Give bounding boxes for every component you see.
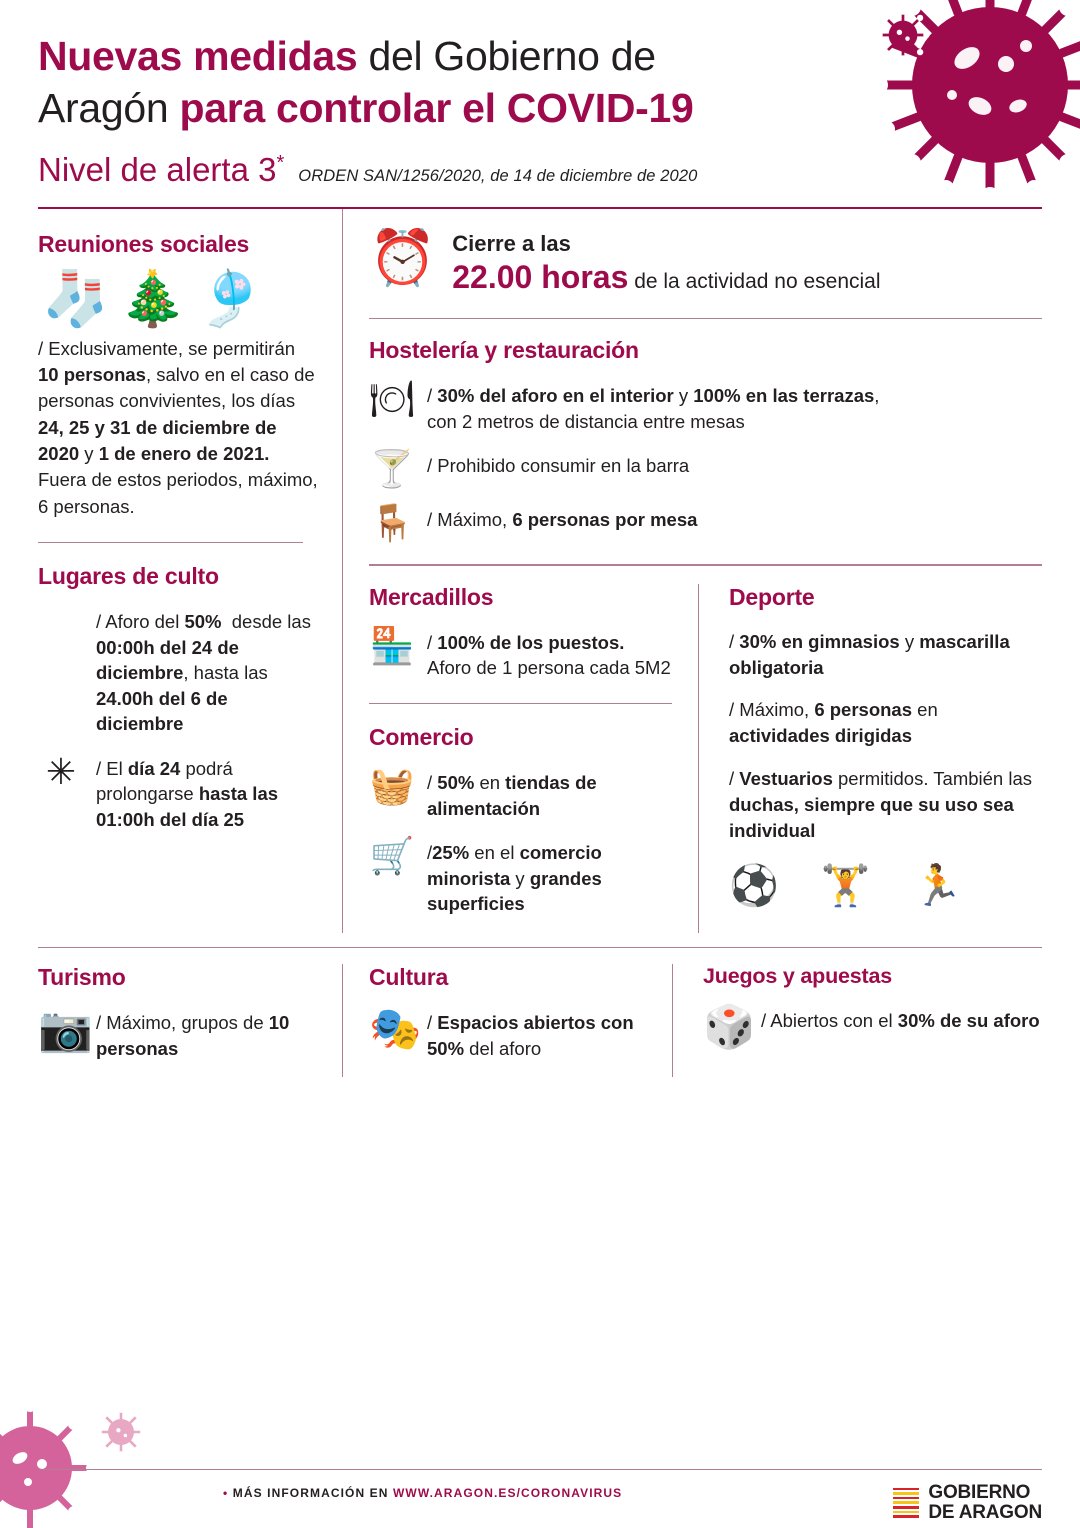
christmas-tree-icon: 🎄 — [119, 268, 187, 329]
culto-item-1-text: / Aforo del 50% desde las 00:00h del 24 de diciembre, hasta las 24.00h del 6 de diciembre — [96, 611, 311, 735]
hosteleria-item-2-text: / Prohibido consumir en la barra — [427, 455, 690, 477]
juegos-text: / Abiertos con el 30% de su aforo — [761, 1010, 1040, 1032]
serving-dome-icon: 🍽 — [369, 378, 415, 420]
bottom-section — [0, 947, 1080, 1078]
section-title-lugares-de-culto: Lugares de culto — [38, 563, 219, 590]
gobierno-text — [928, 1483, 1042, 1522]
mercadillos-item — [369, 624, 672, 681]
soccer-ball-icon: ⚽ — [729, 864, 779, 909]
alarm-clock-icon: ⏰ — [369, 227, 437, 288]
virus-illustration-small-bottom — [95, 1406, 147, 1458]
gobierno-line-1: GOBIERNO — [928, 1482, 1031, 1504]
turismo-item — [38, 1007, 320, 1061]
weight-lifter-icon: 🏋 — [820, 864, 871, 909]
market-stall-icon: 🏪 — [369, 624, 415, 666]
footer-info — [38, 1486, 1042, 1500]
runner-icon: 🏃 — [912, 864, 963, 909]
footer-info-label: MÁS INFORMACIÓN EN — [232, 1486, 393, 1500]
closing-time-strip — [369, 227, 1042, 296]
gobierno-line-2: DE ARAGON — [928, 1501, 1042, 1523]
hosteleria-item-3-text: / Máximo, 6 personas por mesa — [427, 509, 698, 531]
cultura-text: / Espacios abiertos con 50% del aforo — [427, 1012, 634, 1059]
star-sparkle-icon: ✳ — [45, 750, 77, 792]
section-title-hosteleria: Hostelería y restauración — [369, 337, 639, 364]
divider-bottom — [38, 947, 1042, 949]
section-title-cultura: Cultura — [369, 964, 449, 991]
culto-item-1 — [38, 606, 320, 737]
mid-two-column-block — [369, 584, 1042, 933]
comercio-item-1 — [369, 767, 672, 821]
page-header — [0, 0, 1080, 189]
mercadillos-text: / 100% de los puestos. Aforo de 1 persona cada 5M2 — [427, 631, 671, 679]
mid-left-column — [369, 584, 699, 933]
shopping-cart-icon: 🛒 — [369, 835, 415, 877]
title-bold-2: para controlar el COVID-19 — [179, 85, 694, 132]
christmas-bauble-icon: 🎐 — [196, 268, 264, 329]
bottom-column-juegos — [673, 964, 1042, 1077]
bottom-column-cultura — [343, 964, 673, 1077]
aragon-flag-icon — [893, 1488, 919, 1518]
right-column — [343, 209, 1042, 933]
hosteleria-item-1-text: / 30% del aforo en el interior y 100% en las terrazas, con 2 metros de distancia entre mesas — [427, 385, 880, 432]
cierre-hours: 22.00 horas — [452, 258, 629, 295]
cierre-hours-tail: de la actividad no esencial — [628, 269, 881, 293]
divider-right-2 — [369, 564, 1042, 566]
cultura-item — [369, 1007, 646, 1061]
theatre-masks-icon: 🎭 — [369, 1005, 422, 1053]
comercio-item-2 — [369, 837, 672, 917]
gobierno-de-aragon-logo — [893, 1483, 1042, 1522]
section-title-mercadillos: Mercadillos — [369, 583, 494, 610]
dice-stack-icon: 🎲 — [703, 1003, 756, 1051]
section-title-deporte: Deporte — [729, 583, 815, 610]
orden-reference: ORDEN SAN/1256/2020, de 14 de diciembre de 2020 — [298, 166, 698, 185]
section-title-turismo: Turismo — [38, 964, 126, 991]
page-title-line-2 — [38, 82, 1040, 134]
hosteleria-item-1 — [369, 380, 1042, 434]
alert-level-text: Nivel de alerta 3 — [38, 150, 277, 188]
cierre-label: Cierre a las — [452, 230, 571, 256]
section-title-reuniones-sociales: Reuniones sociales — [38, 230, 250, 257]
section-title-comercio: Comercio — [369, 724, 474, 751]
food-basket-icon: 🧺 — [369, 765, 415, 807]
culto-item-2-text: / El día 24 podrá prolongarse hasta las 01:00h del día 25 — [96, 757, 279, 830]
culto-item-2 — [38, 750, 320, 833]
turismo-text: / Máximo, grupos de 10 personas — [96, 1012, 290, 1059]
title-rest-2: Aragón — [38, 85, 180, 132]
main-content — [0, 209, 1080, 933]
christmas-stocking-icon: 🧦 — [42, 268, 110, 329]
page-title-line-1 — [38, 30, 1040, 82]
footer-bullet: • — [223, 1486, 229, 1500]
deporte-icons-row — [729, 862, 1042, 909]
page-footer — [38, 1469, 1042, 1523]
left-column — [38, 209, 343, 933]
title-rest-1: del Gobierno de — [357, 33, 656, 79]
mid-right-column — [699, 584, 1042, 933]
divider-right-1 — [369, 318, 1042, 320]
footer-divider — [38, 1469, 1042, 1471]
virus-illustration-bottom — [0, 1378, 120, 1528]
camera-icon: 📷 — [38, 1005, 93, 1055]
reuniones-sociales-text: / Exclusivamente, se permitirán 10 personas, salvo en el caso de personas convivientes, los días 24, 25 y 31 de diciembre de 2020 y 1 de enero de 2021. Fuera de estos periodos, máximo, 6 personas. — [38, 337, 318, 517]
bottom-column-turismo — [38, 964, 343, 1077]
juegos-item — [703, 1005, 1042, 1049]
comercio-item-1-text: / 50% en tiendas de alimentación — [427, 772, 597, 819]
hosteleria-item-3 — [369, 504, 1042, 542]
alert-level-asterisk: * — [276, 151, 285, 174]
deporte-item-2: / Máximo, 6 personas en actividades dirigidas — [729, 699, 938, 747]
comercio-item-2-text: /25% en el comercio minorista y grandes superficies — [427, 842, 602, 915]
divider-left-1 — [38, 542, 303, 544]
bottom-three-columns — [38, 964, 1042, 1077]
alert-level-row — [38, 151, 1040, 189]
christmas-icons-row — [42, 268, 320, 329]
footer-url[interactable]: WWW.ARAGON.ES/CORONAVIRUS — [392, 1486, 623, 1500]
section-title-juegos: Juegos y apuestas — [703, 964, 892, 989]
divider-mid-left — [369, 703, 672, 705]
table-chairs-icon: 🪑 — [369, 502, 415, 544]
deporte-item-3: / Vestuarios permitidos. También las duchas, siempre que su uso sea individual — [729, 767, 1032, 842]
cierre-hours-line — [452, 259, 880, 296]
alert-level — [38, 151, 284, 189]
title-bold-1: Nuevas medidas — [38, 33, 358, 79]
cocktail-icon: 🍸 — [369, 448, 415, 490]
deporte-item-1: / 30% en gimnasios y mascarilla obligatoria — [729, 630, 1010, 678]
hosteleria-item-2 — [369, 450, 1042, 488]
